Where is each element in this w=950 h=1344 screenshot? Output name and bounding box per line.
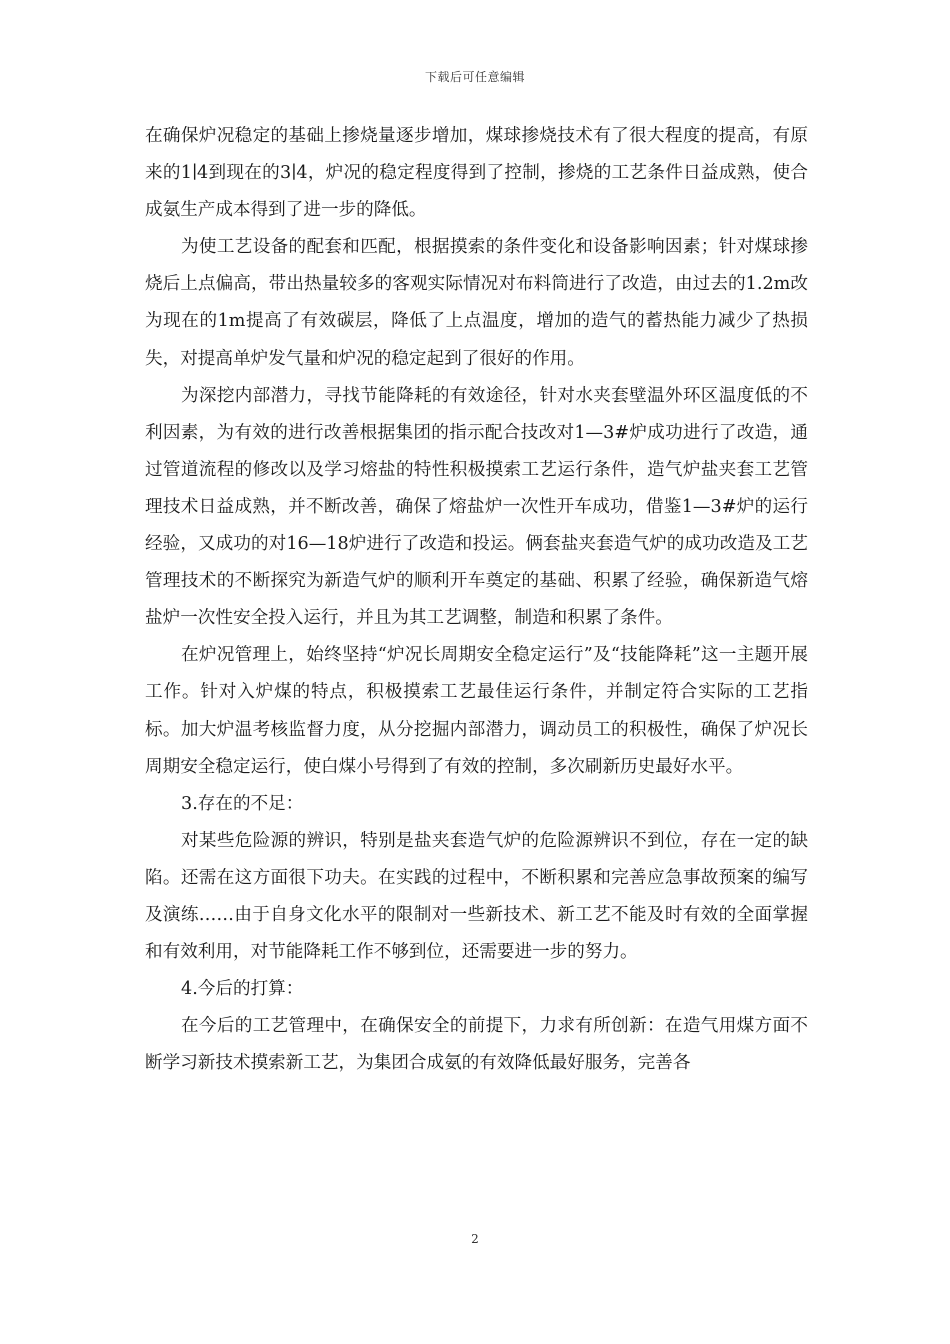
paragraph-equipment: 为使工艺设备的配套和匹配，根据摸索的条件变化和设备影响因素；针对煤球掺烧后上点偏高，带出热量较多的客观实际情况对布料筒进行了改造，由过去的1.2m改为现在的1m提高了有效碳层，降低了上点温度，增加的造气的蓄热能力减少了热损失，对提高单炉发气量和炉况的稳定起到了很好的作用。 [145,237,808,369]
paragraph-furnace-management: 在炉况管理上，始终坚持“炉况长周期安全稳定运行”及“技能降耗”这一主题开展工作。针对入炉煤的特点，积极摸索工艺最佳运行条件，并制定符合实际的工艺指标。加大炉温考核监督力度，从分挖掘内部潜力，调动员工的积极性，确保了炉况长周期安全稳定运行，使白煤小号得到了有效的控制，多次刷新历史最好水平。 [145,645,808,777]
paragraph-salt-jacket: 为深挖内部潜力，寻找节能降耗的有效途径，针对水夹套壁温外环区温度低的不利因素，为有效的进行改善根据集团的指示配合技改对1—3#炉成功进行了改造，通过管道流程的修改以及学习熔盐的特性积极摸索工艺运行条件，造气炉盐夹套工艺管理技术日益成熟，并不断改善，确保了熔盐炉一次性开车成功，借鉴1—3#炉的运行经验，又成功的对16—18炉进行了改造和投运。俩套盐夹套造气炉的成功改造及工艺管理技术的不断探究为新造气炉的顺利开车奠定的基础、积累了经验，确保新造气熔盐炉一次性安全投入运行，并且为其工艺调整，制造和积累了条件。 [145,385,808,629]
paragraph-shortcomings: 对某些危险源的辨识，特别是盐夹套造气炉的危险源辨识不到位，存在一定的缺陷。还需在这方面很下功夫。在实践的过程中，不断积累和完善应急事故预案的编写及演练……由于自身文化水平的限制对一些新技术、新工艺不能及时有效的全面掌握和有效利用，对节能降耗工作不够到位，还需要进一步的努力。 [145,830,808,963]
section-heading-shortcomings: 3.存在的不足： [181,793,304,814]
paragraph-future-plans: 在今后的工艺管理中，在确保安全的前提下，力求有所创新：在造气用煤方面不断学习新技术摸索新工艺，为集团合成氨的有效降低最好服务，完善各 [145,1016,808,1074]
page-header: 下载后可任意编辑 [424,70,525,84]
paragraph-continued: 在确保炉况稳定的基础上掺烧量逐步增加，煤球掺烧技术有了很大程度的提高，有原来的1∣4到现在的3∣4，炉况的稳定程度得到了控制，掺烧的工艺条件日益成熟，使合成氨生产成本得到了进一步的降低。 [145,126,808,221]
section-heading-future-plans: 4.今后的打算： [181,979,304,1000]
page-number: 2 [471,1232,479,1246]
document-body [145,118,808,1082]
